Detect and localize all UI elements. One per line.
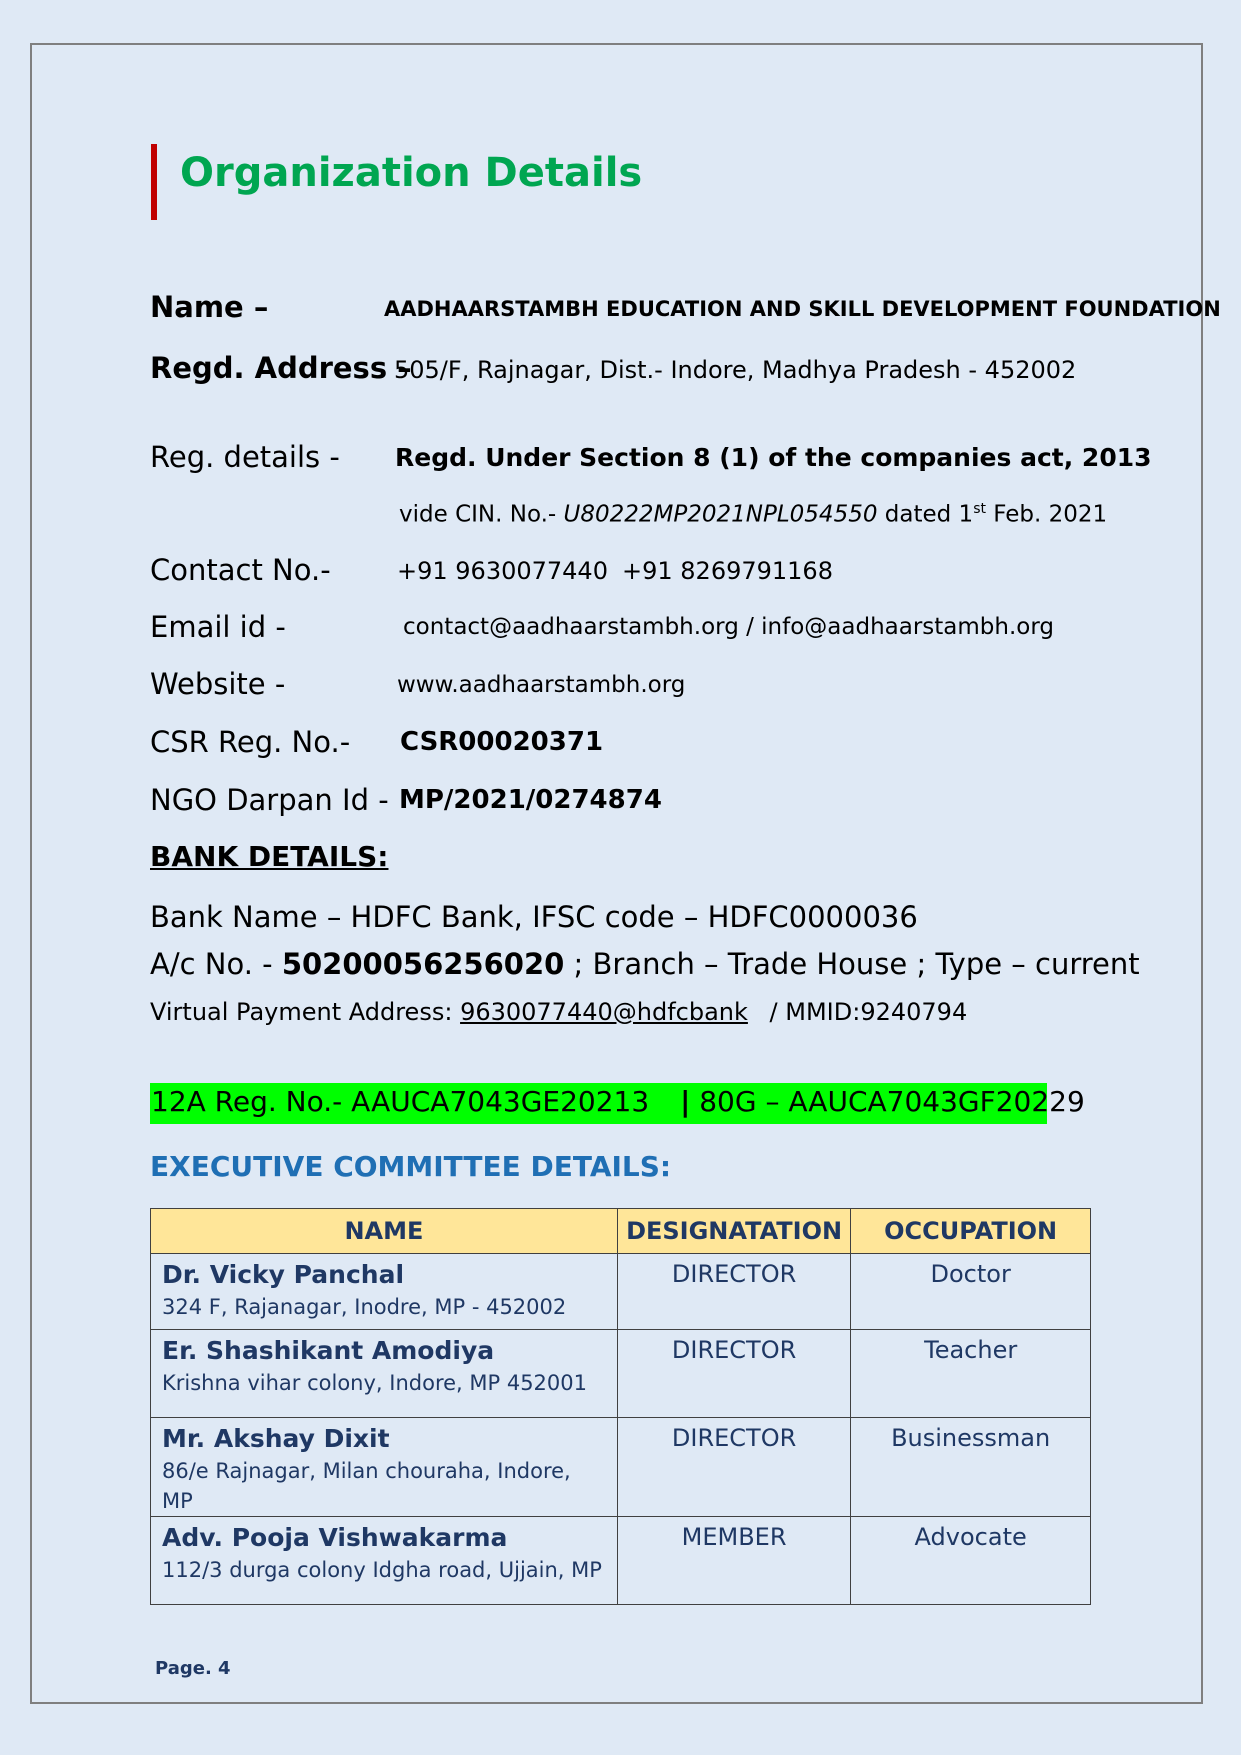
member-address: 324 F, Rajanagar, Inodre, MP - 452002 bbox=[162, 1295, 567, 1319]
member-designation: DIRECTOR bbox=[617, 1418, 850, 1517]
page-title: Organization Details bbox=[180, 150, 643, 196]
member-occupation: Teacher bbox=[851, 1330, 1091, 1418]
member-cell bbox=[151, 1254, 618, 1330]
email-value: contact@aadhaarstambh.org / info@aadhaarstambh.org bbox=[403, 614, 1055, 640]
account-suffix: ; Branch – Trade House ; Type – current bbox=[573, 947, 1140, 981]
table-row bbox=[151, 1254, 1091, 1330]
reg-details-label: Reg. details - bbox=[150, 440, 340, 474]
member-address: 112/3 durga colony Idgha road, Ujjain, MP bbox=[162, 1558, 602, 1582]
name-label: Name – bbox=[150, 290, 269, 324]
member-occupation: Advocate bbox=[851, 1517, 1091, 1605]
reg-separator: | bbox=[680, 1085, 691, 1118]
member-address: 86/e Rajnagar, Milan chouraha, Indore, MP bbox=[162, 1459, 571, 1513]
member-address: Krishna vihar colony, Indore, MP 452001 bbox=[162, 1371, 588, 1395]
table-row bbox=[151, 1418, 1091, 1517]
table-header-row bbox=[151, 1209, 1091, 1254]
contact-value-2: +91 8269791168 bbox=[622, 557, 833, 585]
address-label: Regd. Address – bbox=[150, 351, 412, 385]
email-label: Email id - bbox=[150, 610, 286, 644]
cin-prefix: vide CIN. No.- bbox=[399, 501, 557, 528]
reg-details-value: Regd. Under Section 8 (1) of the companies act, 2013 bbox=[395, 443, 1152, 472]
member-name: Adv. Pooja Vishwakarma bbox=[162, 1523, 508, 1552]
committee-heading: EXECUTIVE COMMITTEE DETAILS: bbox=[150, 1150, 672, 1183]
account-line bbox=[150, 947, 1140, 981]
member-cell bbox=[151, 1330, 618, 1418]
cin-date-rest: Feb. 2021 bbox=[993, 501, 1108, 528]
col-header-name: NAME bbox=[151, 1209, 618, 1254]
page-number: Page. 4 bbox=[155, 1658, 231, 1679]
website-label: Website - bbox=[150, 667, 286, 701]
committee-table bbox=[150, 1208, 1091, 1605]
csr-value: CSR00020371 bbox=[400, 727, 604, 757]
cin-date-suffix: st bbox=[973, 501, 986, 517]
member-name: Mr. Akshay Dixit bbox=[162, 1424, 390, 1453]
reg-80g: 80G – AAUCA7043GF20229 bbox=[699, 1085, 1085, 1118]
member-cell bbox=[151, 1517, 618, 1605]
reg-12a: 12A Reg. No.- AAUCA7043GE20213 bbox=[151, 1085, 650, 1118]
table-row bbox=[151, 1517, 1091, 1605]
vpa-label: Virtual Payment Address: bbox=[150, 998, 453, 1026]
contact-label: Contact No.- bbox=[150, 553, 331, 587]
bank-name-line: Bank Name – HDFC Bank, IFSC code – HDFC0000036 bbox=[150, 900, 918, 934]
address-value: 505/F, Rajnagar, Dist.- Indore, Madhya Pradesh - 452002 bbox=[394, 356, 1077, 384]
member-name: Er. Shashikant Amodiya bbox=[162, 1336, 495, 1365]
member-occupation: Doctor bbox=[851, 1254, 1091, 1330]
account-number: 50200056256020 bbox=[281, 947, 565, 981]
cin-number: U80222MP2021NPL054550 bbox=[563, 501, 878, 528]
website-value: www.aadhaarstambh.org bbox=[397, 672, 686, 698]
member-designation: DIRECTOR bbox=[617, 1254, 850, 1330]
table-row bbox=[151, 1330, 1091, 1418]
member-designation: DIRECTOR bbox=[617, 1330, 850, 1418]
account-prefix: A/c No. - bbox=[150, 947, 273, 981]
member-name: Dr. Vicky Panchal bbox=[162, 1260, 405, 1289]
col-header-occupation: OCCUPATION bbox=[851, 1209, 1091, 1254]
vpa-value: 9630077440@hdfcbank bbox=[460, 998, 748, 1026]
heading-accent-bar bbox=[151, 144, 157, 220]
cin-dated: dated 1 bbox=[884, 501, 974, 528]
org-name-value: AADHAARSTAMBH EDUCATION AND SKILL DEVELOPMENT FOUNDATION bbox=[384, 297, 1221, 321]
darpan-value: MP/2021/0274874 bbox=[399, 785, 662, 815]
mmid-value: / MMID:9240794 bbox=[769, 998, 968, 1026]
cin-line bbox=[399, 501, 1107, 528]
vpa-line bbox=[150, 998, 967, 1026]
member-cell bbox=[151, 1418, 618, 1517]
csr-label: CSR Reg. No.- bbox=[150, 725, 351, 759]
col-header-designation: DESIGNATATION bbox=[617, 1209, 850, 1254]
contact-value-1: +91 9630077440 bbox=[397, 557, 608, 585]
bank-details-heading: BANK DETAILS: bbox=[150, 840, 389, 873]
member-designation: MEMBER bbox=[617, 1517, 850, 1605]
darpan-label: NGO Darpan Id - bbox=[150, 783, 389, 817]
member-occupation: Businessman bbox=[851, 1418, 1091, 1517]
registration-line bbox=[151, 1085, 1085, 1118]
